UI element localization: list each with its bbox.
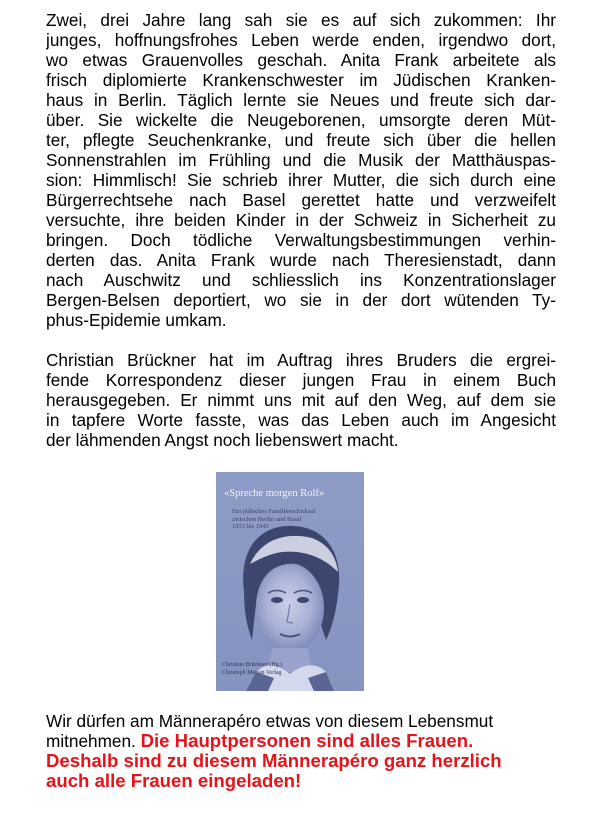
document-page [46,10,556,791]
book-publisher-line: Christian Brückner (Hg.) [222,662,283,668]
invitation-paragraph [46,711,556,791]
text-line [46,771,556,791]
text-line [46,751,556,771]
text-line: fende Korrespondenz dieser jungen Frau in einem Buch [46,370,556,390]
text-line: sion: Himmlisch! Sie schrieb ihrer Mutter, die sich durch eine [46,170,556,190]
text-line: wo etwas Grauenvolles geschah. Anita Frank arbeitete als [46,50,556,70]
text-line: in tapfere Worte fasste, was das Leben auch im Angesicht [46,410,556,430]
text-line: bringen. Doch tödliche Verwaltungsbestimmungen verhin- [46,230,556,250]
text-line [46,711,556,731]
portrait-illustration [216,472,364,691]
text-line: Bürgerrechtsehe nach Basel gerettet hatte und verzweifelt [46,190,556,210]
text-line: Bergen-Belsen deportiert, wo sie in der dort wütenden Ty- [46,290,556,310]
intro-paragraph [46,10,556,330]
text-line: Sonnenstrahlen im Frühling und die Musik der Matthäuspas- [46,150,556,170]
text-line [46,731,556,751]
book-subtitle-line: 1933 bis 1945 [232,523,269,531]
highlighted-text: auch alle Frauen eingeladen! [46,770,302,791]
text-line: herausgegeben. Er nimmt uns mit auf den Weg, auf dem sie [46,390,556,410]
text-line: versuchte, ihre beiden Kinder in der Schweiz in Sicherheit zu [46,210,556,230]
text-line: junges, hoffnungsfrohes Leben werde enden, irgendwo dort, [46,30,556,50]
editor-paragraph [46,350,556,450]
book-cover-image [216,472,364,691]
book-subtitle [232,508,315,531]
text-line: Zwei, drei Jahre lang sah sie es auf sich zukommen: Ihr [46,10,556,30]
book-publisher [222,662,282,677]
text-line: nach Auschwitz und schliesslich ins Konzentrationslager [46,270,556,290]
text-line: der lähmenden Angst noch liebenswert macht. [46,430,399,450]
normal-text: mitnehmen. [46,731,141,751]
text-line: phus-Epidemie umkam. [46,310,227,330]
highlighted-text: Deshalb sind zu diesem Männerapéro ganz herzlich [46,750,502,771]
text-line: Christian Brückner hat im Auftrag ihres Bruders die ergrei- [46,350,556,370]
highlighted-text: Die Hauptpersonen sind alles Frauen. [140,730,474,751]
normal-text: Wir dürfen am Männerapéro etwas von diesem Lebensmut [46,711,494,731]
text-line: haus in Berlin. Täglich lernte sie Neues und freute sich dar- [46,90,556,110]
book-title: «Spreche morgen Rolf» [224,488,325,499]
text-line: über. Sie wickelte die Neugeborenen, umsorgte deren Müt- [46,110,556,130]
text-line: ter, pflegte Seuchenkranke, und freute sich über die hellen [46,130,556,150]
text-line: derten das. Anita Frank wurde nach Theresienstadt, dann [46,250,556,270]
book-subtitle-line: zwischen Berlin und Basel [232,515,302,523]
book-subtitle-line: Ein jüdisches Familienschicksal [232,508,316,515]
text-line: frisch diplomierte Krankenschwester im Jüdischen Kranken- [46,70,556,90]
book-publisher-line: Christoph Merian Verlag [222,669,282,676]
